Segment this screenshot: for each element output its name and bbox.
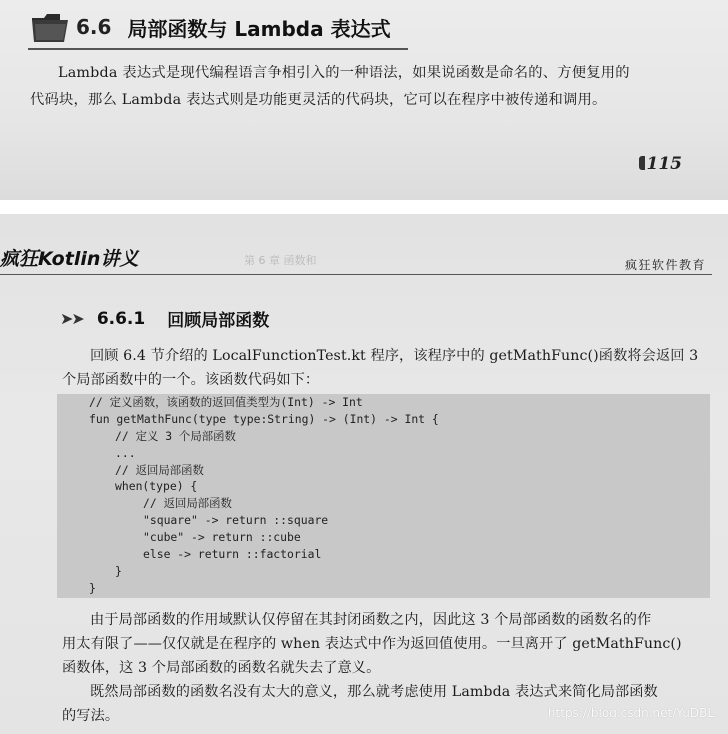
book-title: 疯狂Kotlin讲义: [0, 248, 139, 270]
page-separator: [0, 200, 728, 214]
code-line: // 定义函数，该函数的返回值类型为(Int) -> Int: [89, 395, 363, 409]
code-line: fun getMathFunc(type type:String) -> (Int) -> Int {: [89, 411, 439, 426]
subsection-heading: [60, 306, 269, 331]
bottom-page: [0, 214, 728, 734]
para-line: 由于局部函数的作用域默认仅停留在其封闭函数之内，因此这 3 个局部函数的函数名的作: [90, 612, 652, 628]
intro-paragraph: [30, 60, 690, 114]
para-line: 的写法。: [62, 708, 120, 724]
para-line: 函数体，这 3 个局部函数的函数名就失去了意义。: [62, 660, 381, 676]
para-line: 个局部函数中的一个。该函数代码如下：: [62, 372, 320, 388]
double-arrow-icon: ➤➤: [60, 309, 83, 328]
code-line: // 定义 3 个局部函数: [115, 428, 236, 443]
code-line: }: [89, 580, 96, 595]
section-title: 局部函数与 Lambda 表达式: [127, 16, 391, 41]
code-line: "square" -> return ::square: [143, 513, 329, 528]
header-rule: [0, 274, 712, 275]
heading-rule: [28, 48, 408, 50]
code-line: ...: [115, 445, 136, 460]
subsection-number: 6.6.1: [96, 308, 146, 329]
paragraph-lambda: [62, 680, 714, 728]
para-line: 既然局部函数的函数名没有太大的意义，那么就考虑使用 Lambda 表达式来简化局部函数: [90, 684, 658, 700]
code-line: "cube" -> return ::cube: [143, 530, 301, 545]
page-marker-icon: [639, 156, 645, 170]
code-line: }: [115, 563, 122, 578]
intro-line: Lambda 表达式是现代编程语言争相引入的一种语法，如果说函数是命名的、方便复用的: [58, 65, 630, 81]
section-number: 6.6: [76, 15, 112, 39]
code-line: // 返回局部函数: [115, 462, 204, 477]
code-line: when(type) {: [115, 479, 198, 494]
top-page: [0, 0, 728, 200]
code-block: [57, 394, 710, 598]
para-line: 用太有限了——仅仅就是在程序的 when 表达式中作为返回值使用。一旦离开了 getMathFunc(): [62, 636, 682, 652]
section-heading: [30, 10, 391, 44]
paragraph-intro: [62, 344, 714, 392]
subsection-title: 回顾局部函数: [167, 311, 270, 331]
paragraph-scope: [62, 608, 714, 680]
para-line: 回顾 6.4 节介绍的 LocalFunctionTest.kt 程序，该程序中的 getMathFunc()函数将会返回 3: [90, 348, 699, 364]
folder-icon: [30, 10, 70, 44]
publisher-name: 疯狂软件教育: [624, 258, 706, 272]
intro-line: 代码块，那么 Lambda 表达式则是功能更灵活的代码块，它可以在程序中被传递和调用。: [30, 92, 607, 108]
page-number-value: 115: [646, 154, 682, 174]
code-line: // 返回局部函数: [143, 496, 232, 511]
watermark: https://blog.csdn.net/YuDBL: [547, 706, 714, 720]
code-line: else -> return ::factorial: [143, 547, 322, 562]
page-number: [639, 154, 683, 174]
chapter-label: 第 6 章 函数和: [244, 254, 317, 267]
